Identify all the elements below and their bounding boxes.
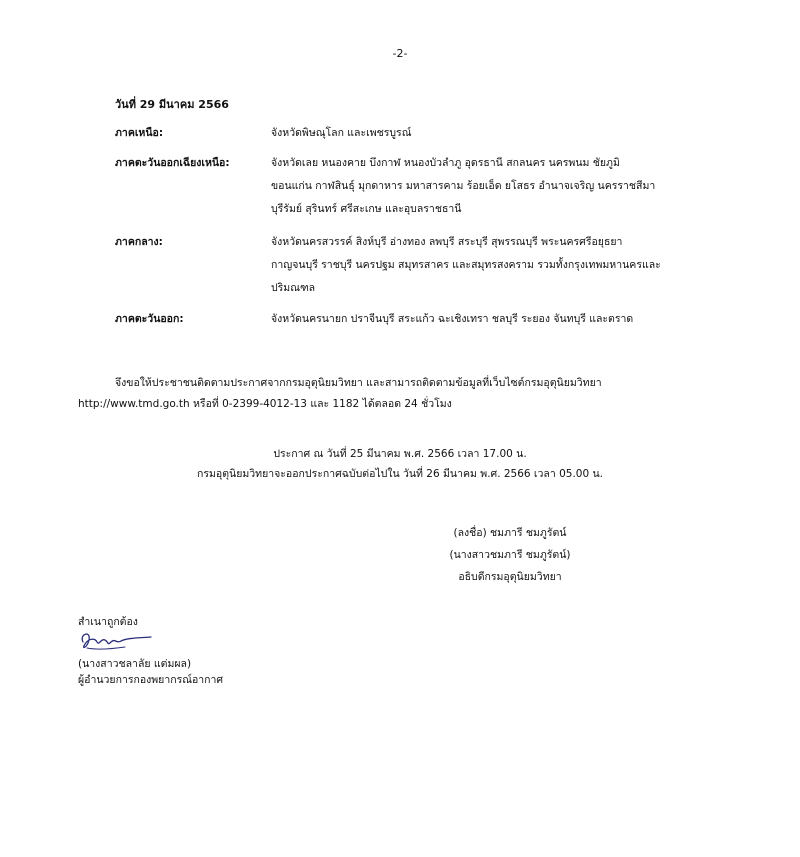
region-label-northeast: ภาคตะวันออกเฉียงเหนือ: [115, 157, 230, 169]
page-number: -2- [392, 47, 408, 60]
region-line: จังหวัดเลย หนองคาย บึงกาฬ หนองบัวลำภู อุดรธานี สกลนคร นครพนม ชัยภูมิ [271, 157, 620, 169]
announcement-next: กรมอุตุนิยมวิทยาจะออกประกาศฉบับต่อไปใน วันที่ 26 มีนาคม พ.ศ. 2566 เวลา 05.00 น. [196, 468, 603, 480]
signatory-signed: (ลงชื่อ) ชมภารี ชมภูรัตน์ [453, 527, 567, 539]
handwritten-signature [77, 628, 157, 654]
certified-label: สำเนาถูกต้อง [78, 616, 138, 628]
region-line: บุรีรัมย์ สุรินทร์ ศรีสะเกษ และอุบลราชธานี [271, 203, 462, 215]
region-label-east: ภาคตะวันออก: [115, 313, 184, 325]
region-line: จังหวัดพิษณุโลก และเพชรบูรณ์ [271, 127, 412, 139]
notice-line-2: http://www.tmd.go.th หรือที่ 0-2399-4012-13 และ 1182 ได้ตลอด 24 ชั่วโมง [78, 398, 452, 410]
signatory-name: (นางสาวชมภารี ชมภูรัตน์) [449, 549, 571, 561]
announcement-issued: ประกาศ ณ วันที่ 25 มีนาคม พ.ศ. 2566 เวลา 17.00 น. [273, 448, 527, 460]
date-heading: วันที่ 29 มีนาคม 2566 [115, 98, 229, 111]
certified-name: (นางสาวชลาลัย แต่มผล) [78, 658, 192, 670]
notice-line-1: จึงขอให้ประชาชนติดตามประกาศจากกรมอุตุนิยมวิทยา และสามารถติดตามข้อมูลที่เว็บไซต์กรมอุตุนิยมวิทยา [115, 377, 602, 389]
certified-title: ผู้อำนวยการกองพยากรณ์อากาศ [78, 674, 224, 686]
region-line: จังหวัดนครสวรรค์ สิงห์บุรี อ่างทอง ลพบุรี สระบุรี สุพรรณบุรี พระนครศรีอยุธยา [271, 236, 623, 248]
region-label-north: ภาคเหนือ: [115, 127, 164, 139]
region-line: ปริมณฑล [271, 282, 316, 294]
region-line: ขอนแก่น กาฬสินธุ์ มุกดาหาร มหาสารคาม ร้อยเอ็ด ยโสธร อำนาจเจริญ นครราชสีมา [271, 180, 656, 192]
region-label-central: ภาคกลาง: [115, 236, 163, 248]
region-line: จังหวัดนครนายก ปราจีนบุรี สระแก้ว ฉะเชิงเทรา ชลบุรี ระยอง จันทบุรี และตราด [271, 313, 634, 325]
signatory-title: อธิบดีกรมอุตุนิยมวิทยา [458, 571, 562, 583]
region-line: กาญจนบุรี ราชบุรี นครปฐม สมุทรสาคร และสมุทรสงคราม รวมทั้งกรุงเทพมหานครและ [271, 259, 661, 271]
